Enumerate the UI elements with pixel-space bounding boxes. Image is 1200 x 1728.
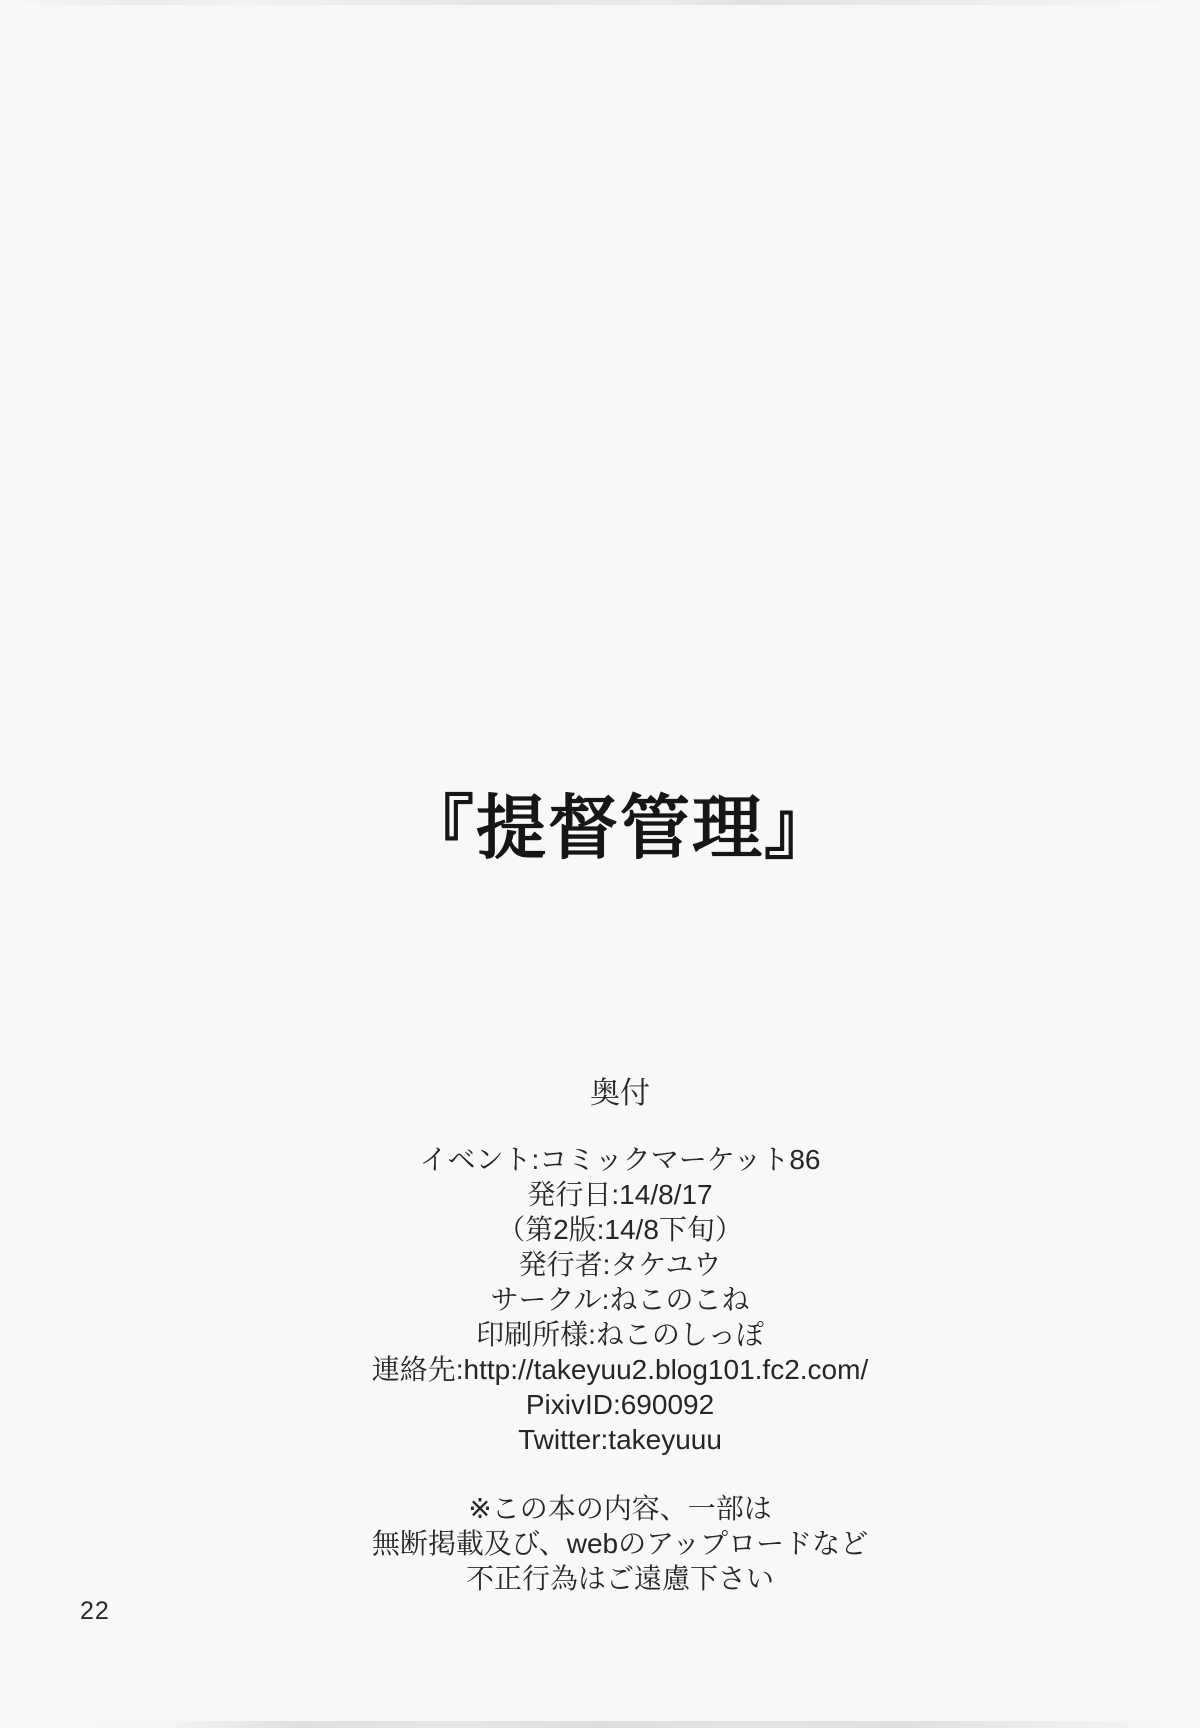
colophon-line-twitter: Twitter:takeyuuu (518, 1424, 722, 1455)
notice-line-3: 不正行為はご遠慮下さい (465, 1563, 774, 1594)
notice-line-2: 無断掲載及び、webのアップロードなど (371, 1528, 869, 1559)
page-number: 22 (80, 1597, 110, 1625)
colophon-section-label: 奥付 (590, 1077, 650, 1110)
colophon-line-printer: 印刷所様:ねこのしっぽ (476, 1319, 764, 1350)
colophon-line-edition: （第2版:14/8下旬） (497, 1214, 743, 1245)
colophon-info-block (20, 1142, 1200, 1457)
copyright-notice-block (20, 1491, 1200, 1596)
colophon-line-pixiv-id: PixivID:690092 (525, 1389, 715, 1420)
colophon-line-contact-url: 連絡先:http://takeyuu2.blog101.fc2.com/ (371, 1354, 869, 1385)
colophon-line-pubdate: 発行日:14/8/17 (527, 1179, 713, 1210)
colophon-line-publisher: 発行者:タケユウ (518, 1249, 722, 1280)
colophon-line-event: イベント:コミックマーケット86 (419, 1144, 821, 1175)
colophon-line-circle: サークル:ねこのこね (490, 1284, 750, 1315)
scan-artifact-top (0, 0, 1200, 5)
scan-artifact-bottom (0, 1721, 1200, 1728)
notice-line-1: ※この本の内容、一部は (468, 1493, 772, 1524)
book-title: 『提督管理』 (404, 789, 836, 867)
